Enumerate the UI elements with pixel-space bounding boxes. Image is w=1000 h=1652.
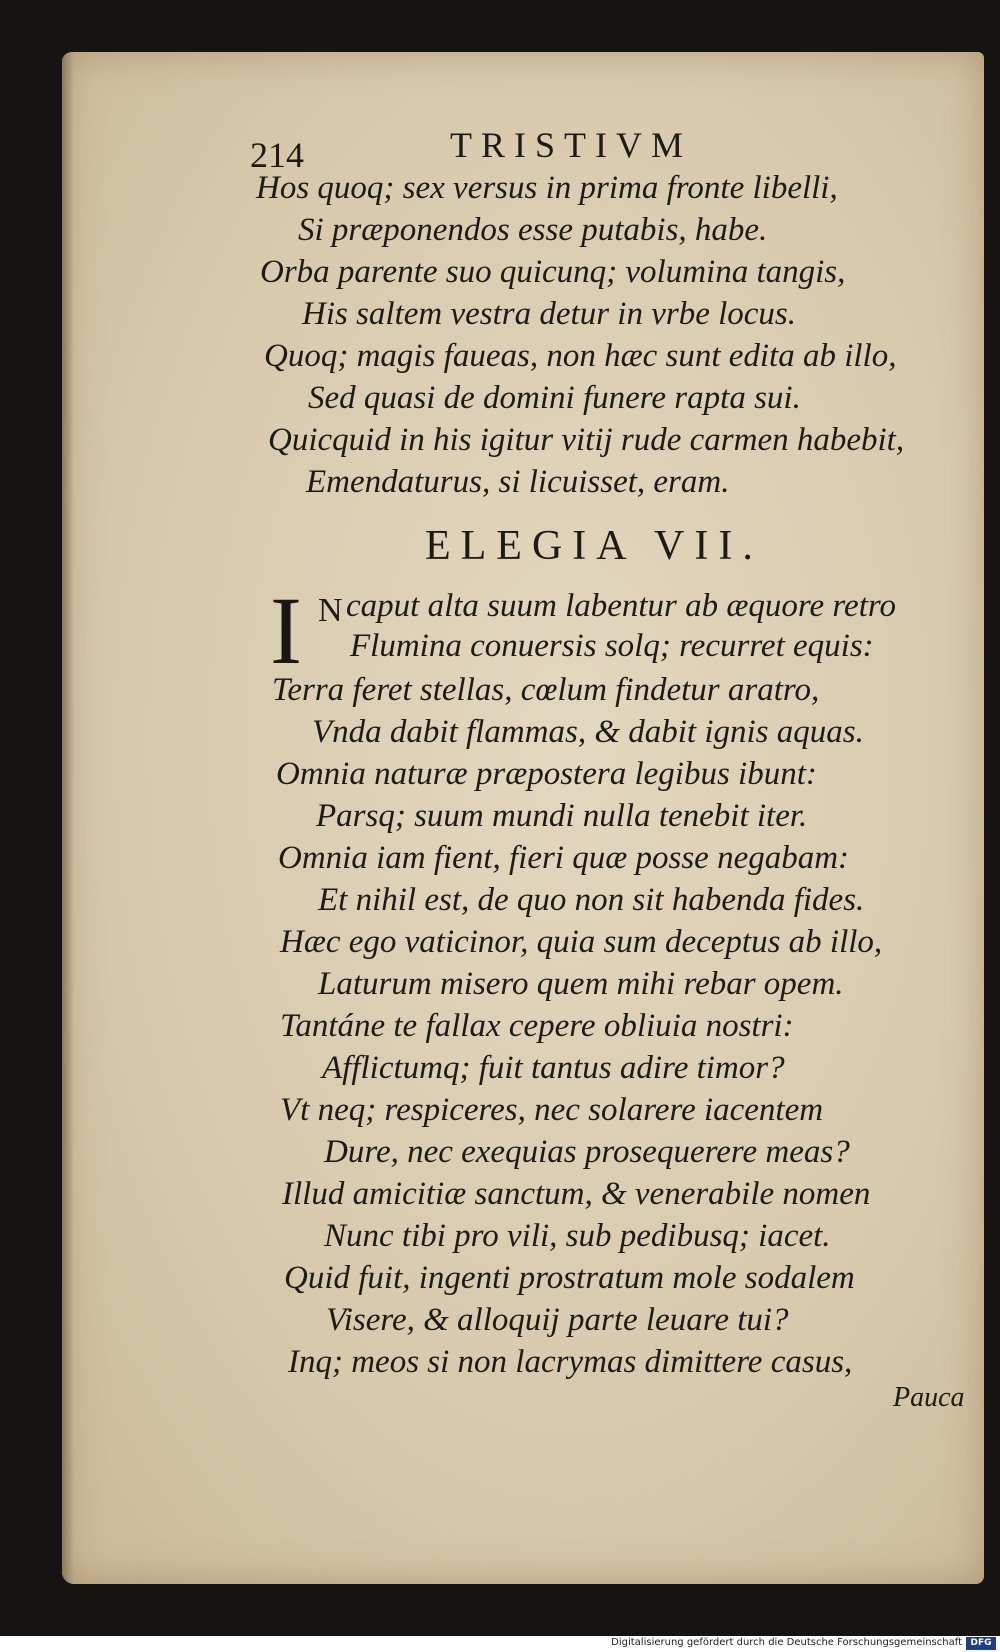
- drop-cap-initial: I: [270, 577, 302, 684]
- drop-cap-continuation: N: [318, 592, 343, 629]
- verse-line: His saltem vestra detur in vrbe locus.: [302, 296, 797, 332]
- verse-line: Hæc ego vaticinor, quia sum deceptus ab illo,: [280, 924, 883, 960]
- verse-line: Et nihil est, de quo non sit habenda fides.: [318, 882, 865, 918]
- page-header: [0, 118, 1000, 174]
- page-gutter-shadow: [62, 52, 74, 1584]
- verse-line: Vnda dabit flammas, & dabit ignis aquas.: [312, 714, 864, 750]
- verse-line: Hos quoq; sex versus in prima fronte libelli,: [256, 170, 838, 206]
- verse-line: Flumina conuersis solq; recurret equis:: [350, 628, 874, 664]
- verse-line: Visere, & alloquij parte leuare tui?: [326, 1302, 789, 1338]
- running-title: TRISTIVM: [450, 125, 692, 165]
- verse-line: Vt neq; respiceres, nec solarere iacentem: [280, 1092, 824, 1128]
- verse-line: Quid fuit, ingenti prostratum mole sodalem: [284, 1260, 855, 1296]
- verse-line: Quicquid in his igitur vitij rude carmen habebit,: [268, 422, 905, 458]
- verse-line: Terra feret stellas, cœlum findetur aratro,: [272, 672, 820, 708]
- verse-line: Sed quasi de domini funere rapta sui.: [308, 380, 801, 416]
- verse-line: Omnia naturæ præpostera legibus ibunt:: [276, 756, 817, 792]
- verse-line: caput alta suum labentur ab æquore retro: [346, 588, 896, 624]
- verse-line: Illud amicitiæ sanctum, & venerabile nomen: [282, 1176, 871, 1212]
- verse-line: Laturum misero quem mihi rebar opem.: [318, 966, 844, 1002]
- verse-line: Parsq; suum mundi nulla tenebit iter.: [316, 798, 808, 834]
- funding-credit: Digitalisierung gefördert durch die Deutsche Forschungsgemeinschaft: [611, 1637, 962, 1648]
- catchword: Pauca: [893, 1382, 965, 1413]
- dfg-logo: DFG: [966, 1637, 996, 1650]
- verse-line: Tantáne te fallax cepere obliuia nostri:: [280, 1008, 794, 1044]
- verse-line: Inq; meos si non lacrymas dimittere casus,: [288, 1344, 853, 1380]
- page-number: 214: [250, 135, 304, 175]
- verse-line: Afflictumq; fuit tantus adire timor?: [322, 1050, 785, 1086]
- verse-line: Si præponendos esse putabis, habe.: [298, 212, 768, 248]
- verse-line: Nunc tibi pro vili, sub pedibusq; iacet.: [324, 1218, 831, 1254]
- verse-line: Dure, nec exequias prosequerere meas?: [324, 1134, 850, 1170]
- section-heading: ELEGIA VII.: [425, 523, 763, 569]
- verse-line: Orba parente suo quicunq; volumina tangis,: [260, 254, 846, 290]
- verse-line: Omnia iam fient, fieri quæ posse negabam:: [278, 840, 850, 876]
- verse-line: Quoq; magis faueas, non hæc sunt edita ab illo,: [264, 338, 897, 374]
- verse-line: Emendaturus, si licuisset, eram.: [306, 464, 730, 500]
